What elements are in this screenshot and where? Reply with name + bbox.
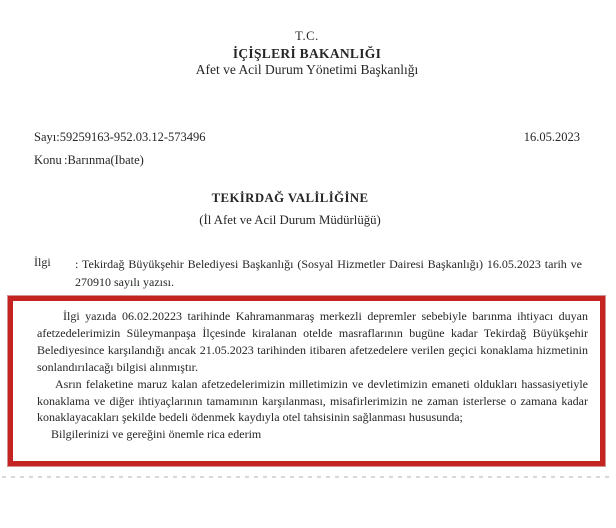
scan-artifact-dashes [2,476,614,478]
recipient-title: TEKİRDAĞ VALİLİĞİNE [211,191,369,205]
reference-text [75,255,582,291]
ministry-name: İÇİŞLERİ BAKANLIĞI [232,46,382,61]
body-paragraph-2: Asrın felaketine maruz kalan afetzedelerimizin milletimizin ve devletimizin emaneti oldukları hassasiyetiyle konaklama ve diğer ihtiyaçlarının tamamının karşılanması, misafirlerimizin ne zaman isterlerse o zamana kadar konaklayacakları şekilde bedeli ödenmek kaydıyla otel tahsisinin sağlanması hususunda; [37,376,588,425]
state-abbreviation: T.C. [295,29,319,43]
document-date: 16.05.2023 [523,130,580,144]
document-number-row [34,129,580,145]
recipient-block [0,191,580,228]
letterhead [2,29,612,78]
document-number: Sayı:59259163-952.03.12-573496 [34,130,206,144]
subject-value: :Barınma(Ibate) [64,153,144,167]
reference-body: Tekirdağ Büyükşehir Belediyesi Başkanlığı (Sosyal Hizmetler Dairesi Başkanlığı) 16.05.2023 tarih ve 270910 sayılı yazısı. [75,257,582,289]
subject-label: Konu [34,153,62,167]
reference-label: İlgi [34,255,51,269]
directorate-name: Afet ve Acil Durum Yönetimi Başkanlığı [195,62,419,77]
reference-separator: : [75,257,79,271]
subject-row [34,152,580,168]
body-paragraph-1: İlgi yazıda 06.02.20223 tarihinde Kahramanmaraş merkezli depremler sebebiyle barınma ihtiyacı duyan afetzedelerimizin Süleymanpaşa İlçesinde kiralanan otelde masraflarının bugüne kadar Tekirdağ Büyükşehir Belediyesince karşılandığı ancak 21.05.2023 tarihinden itibaren afetzedelere verilen geçici konaklama hizmetinin sonlandırılacağı bilgisi alınmıştır. [37,309,588,374]
highlight-box [8,296,605,466]
recipient-subtitle: (İl Afet ve Acil Durum Müdürlüğü) [199,213,381,227]
reference-block [34,255,582,291]
closing-line: Bilgilerinizi ve gereğini önemle rica ederim [51,427,262,442]
